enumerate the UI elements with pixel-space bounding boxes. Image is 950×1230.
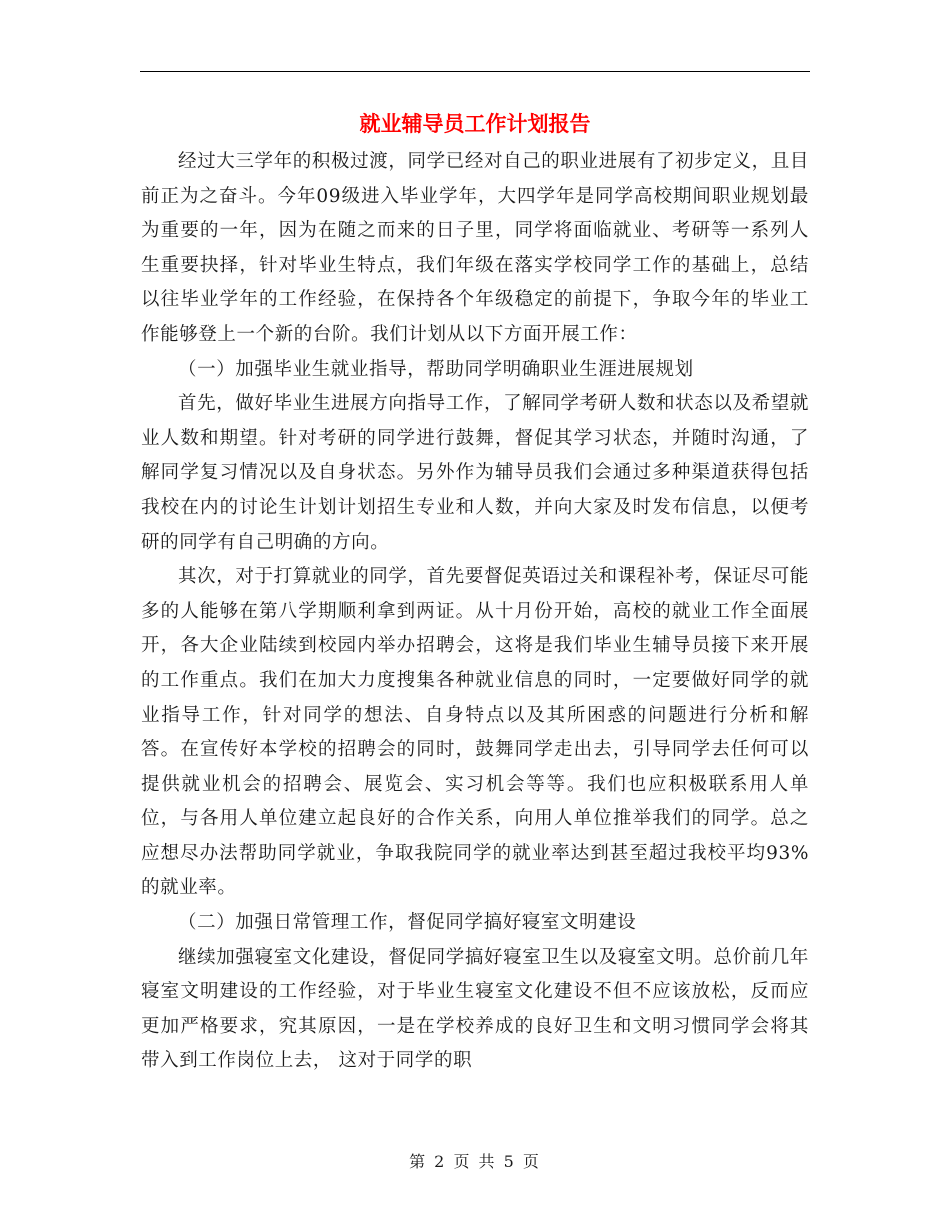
document-title: 就业辅导员工作计划报告	[359, 111, 591, 136]
paragraph-dorm: 继续加强寝室文化建设，督促同学搞好寝室卫生以及寝室文明。总价前几年寝室文明建设的工作经验，对于毕业生寝室文化建设不但不应该放松，反而应更加严格要求，究其原因，一是在学校养成的良好卫生和文明习惯同学会将其带入到工作岗位上去， 这对于同学的职	[141, 946, 809, 1072]
section-heading-1: （一）加强毕业生就业指导，帮助同学明确职业生涯进展规划	[178, 358, 694, 380]
paragraph-second: 其次，对于打算就业的同学，首先要督促英语过关和课程补考，保证尽可能多的人能够在第八学期顺利拿到两证。从十月份开始，高校的就业工作全面展开，各大企业陆续到校园内举办招聘会，这将是我们毕业生辅导员接下来开展的工作重点。我们在加大力度搜集各种就业信息的同时，一定要做好同学的就业指导工作，针对同学的想法、自身特点以及其所困惑的问题进行分析和解答。在宣传好本学校的招聘会的同时，鼓舞同学走出去，引导同学去任何可以提供就业机会的招聘会、展览会、实习机会等等。我们也应积极联系用人单位，与各用人单位建立起良好的合作关系，向用人单位推举我们的同学。总之应想尽办法帮助同学就业，争取我院同学的就业率达到甚至超过我校平均93%的就业率。	[141, 566, 809, 899]
page-number-footer: 第 2 页 共 5 页	[409, 1152, 541, 1171]
document-body	[141, 145, 809, 1079]
section-heading-2: （二）加强日常管理工作，督促同学搞好寝室文明建设	[178, 912, 637, 934]
paragraph-first: 首先，做好毕业生进展方向指导工作，了解同学考研人数和状态以及希望就业人数和期望。针对考研的同学进行鼓舞，督促其学习状态，并随时沟通，了解同学复习情况以及自身状态。另外作为辅导员我们会通过多种渠道获得包括我校在内的讨论生计划计划招生专业和人数，并向大家及时发布信息，以便考研的同学有自己明确的方向。	[141, 393, 809, 553]
paragraph-intro: 经过大三学年的积极过渡，同学已经对自己的职业进展有了初步定义，且目前正为之奋斗。今年09级进入毕业学年，大四学年是同学高校期间职业规划最为重要的一年，因为在随之而来的日子里，同学将面临就业、考研等一系列人生重要抉择，针对毕业生特点，我们年级在落实学校同学工作的基础上，总结以往毕业学年的工作经验，在保持各个年级稳定的前提下，争取今年的毕业工作能够登上一个新的台阶。我们计划从以下方面开展工作：	[141, 151, 809, 345]
header-rule	[140, 71, 810, 72]
